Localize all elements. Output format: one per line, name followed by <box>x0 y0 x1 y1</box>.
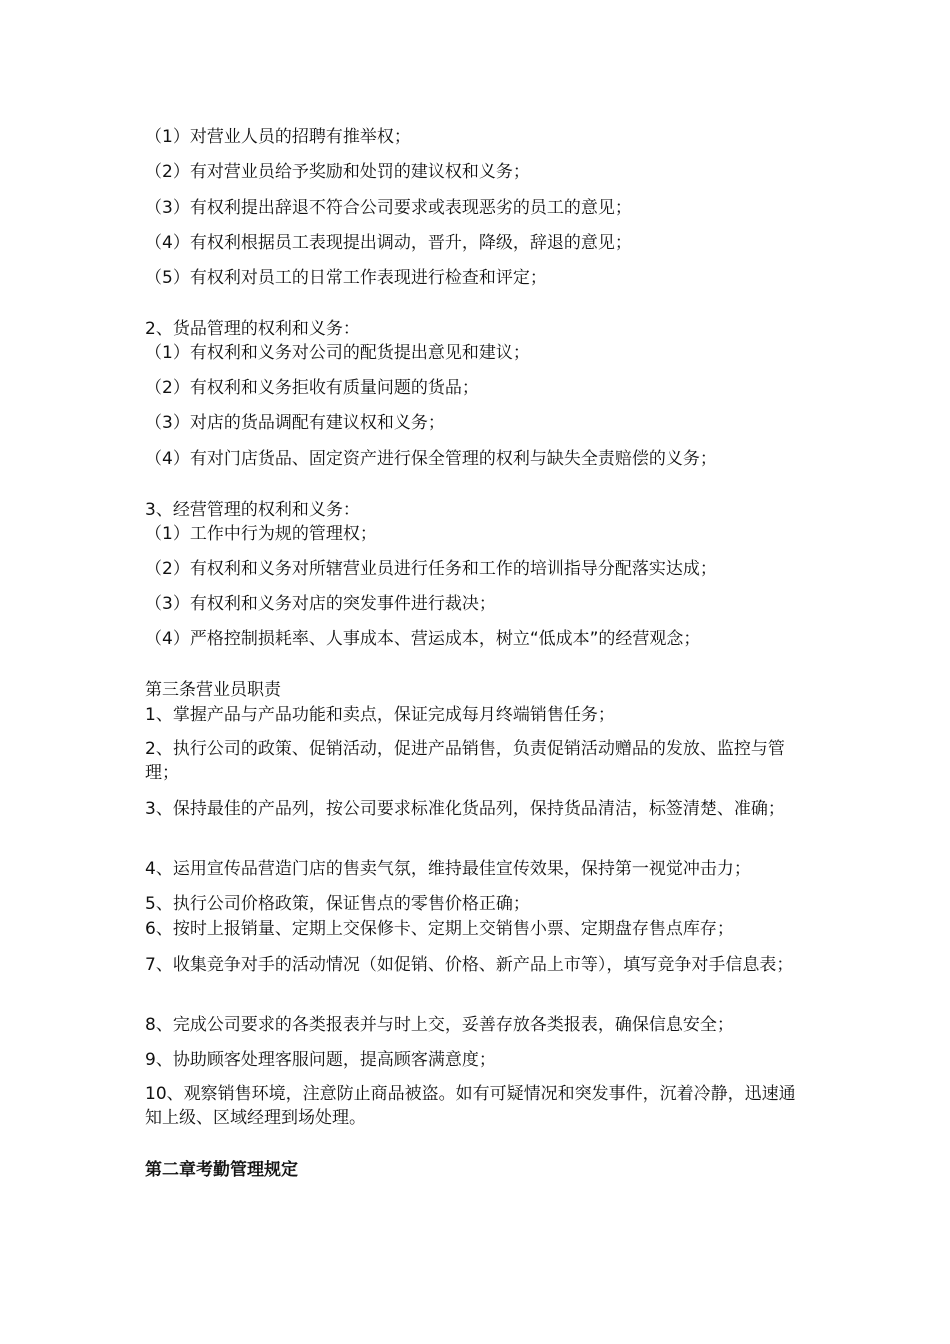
section1-item-1: （1）对营业人员的招聘有推举权； <box>145 127 411 147</box>
section3-item-3: （3）有权利和义务对店的突发事件进行裁决； <box>145 594 496 614</box>
section1-item-2: （2）有对营业员给予奖励和处罚的建议权和义务； <box>145 162 530 182</box>
section2-item-2: （2）有权利和义务拒收有质量问题的货品； <box>145 378 479 398</box>
article3-item-9: 9、协助顾客处理客服问题，提高顾客满意度； <box>145 1050 496 1070</box>
article3-item-8: 8、完成公司要求的各类报表并与时上交，妥善存放各类报表，确保信息安全； <box>145 1015 734 1035</box>
chapter2-title: 第二章考勤管理规定 <box>145 1160 298 1180</box>
article3-item-7: 7、收集竞争对手的活动情况（如促销、价格、新产品上市等），填写竞争对手信息表； <box>145 955 794 975</box>
section1-item-3: （3）有权利提出辞退不符合公司要求或表现恶劣的员工的意见； <box>145 198 632 218</box>
article3-item-2: 2、执行公司的政策、促销活动，促进产品销售，负责促销活动赠品的发放、监控与管理； <box>145 739 785 783</box>
section3-item-1: （1）工作中行为规的管理权； <box>145 524 377 544</box>
section1-item-4: （4）有权利根据员工表现提出调动，晋升，降级，辞退的意见； <box>145 233 632 253</box>
section2-item-4: （4）有对门店货品、固定资产进行保全管理的权利与缺失全责赔偿的义务； <box>145 449 717 469</box>
section1-item-5: （5）有权利对员工的日常工作表现进行检查和评定； <box>145 268 547 288</box>
article3-item-5: 5、执行公司价格政策，保证售点的零售价格正确； <box>145 894 530 914</box>
section3-item-2: （2）有权利和义务对所辖营业员进行任务和工作的培训指导分配落实达成； <box>145 559 717 579</box>
article3-item-10: 10、观察销售环境，注意防止商品被盗。如有可疑情况和突发事件，沉着冷静，迅速通知上级、区域经理到场处理。 <box>145 1084 796 1128</box>
article3-item-4: 4、运用宣传品营造门店的售卖气氛，维持最佳宣传效果，保持第一视觉冲击力； <box>145 859 751 879</box>
section2-item-1: （1）有权利和义务对公司的配货提出意见和建议； <box>145 343 530 363</box>
section2-title: 2、货品管理的权利和义务： <box>145 319 360 339</box>
article3-title: 第三条营业员职责 <box>145 680 281 700</box>
article3-item-1: 1、掌握产品与产品功能和卖点，保证完成每月终端销售任务； <box>145 705 615 725</box>
article3-item-6: 6、按时上报销量、定期上交保修卡、定期上交销售小票、定期盘存售点库存； <box>145 919 734 939</box>
section2-item-3: （3）对店的货品调配有建议权和义务； <box>145 413 445 433</box>
article3-item-3: 3、保持最佳的产品列，按公司要求标准化货品列，保持货品清洁，标签清楚、准确； <box>145 799 785 819</box>
section3-item-4: （4）严格控制损耗率、人事成本、营运成本，树立“低成本”的经营观念； <box>145 629 701 649</box>
section3-title: 3、经营管理的权利和义务： <box>145 500 360 520</box>
